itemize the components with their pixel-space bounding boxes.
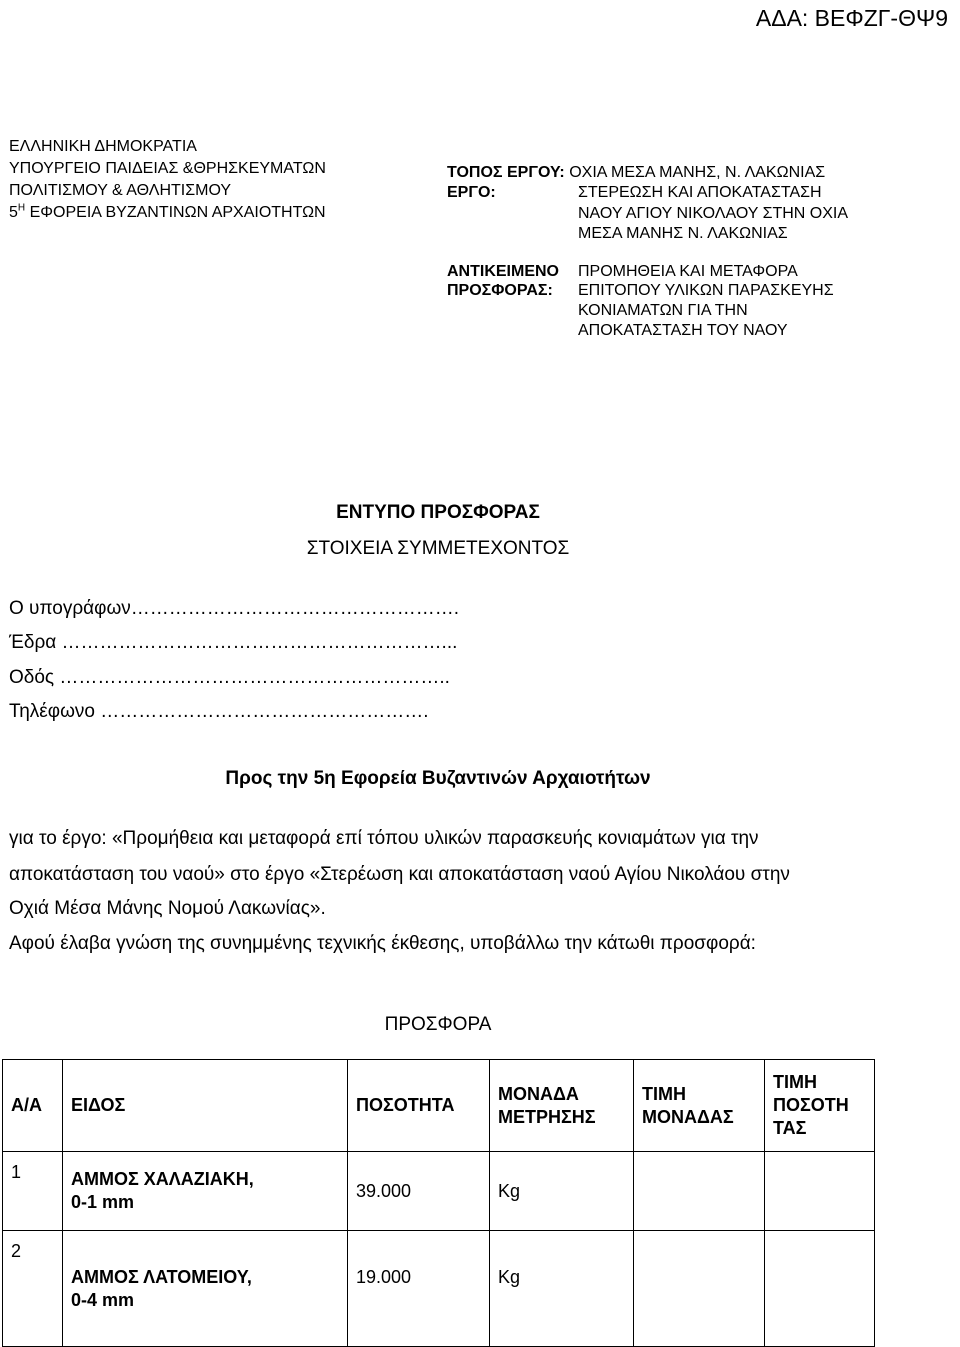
- issuer-line: ΠΟΛΙΤΙΣΜΟΥ & ΑΘΛΗΤΙΣΜΟΥ: [9, 182, 232, 199]
- ephorate-name: ΕΦΟΡΕΙΑ ΒΥΖΑΝΤΙΝΩΝ ΑΡΧΑΙΟΤΗΤΩΝ: [25, 204, 326, 221]
- issuer-line: ΕΛΛΗΝΙΚΗ ΔΗΜΟΚΡΑΤΙΑ: [9, 138, 197, 155]
- row-aa: 2: [3, 1231, 63, 1347]
- ada-code: ΑΔΑ: ΒΕΦΖΓ-ΘΨ9: [755, 5, 948, 31]
- row-unit: Kg: [490, 1152, 634, 1231]
- signer-field[interactable]: Ο υπογράφων…………………………………………….: [9, 598, 460, 619]
- body-paragraph-line: για το έργο: «Προμήθεια και μεταφορά επί τόπου υλικών παρασκευής κονιαμάτων για την: [9, 828, 759, 849]
- row-total[interactable]: [765, 1152, 875, 1231]
- ephorate-number: 5: [9, 204, 18, 221]
- phone-field[interactable]: Τηλέφωνο …………………………………………….: [9, 701, 429, 722]
- project-work-line: ΝΑΟΥ ΑΓΙΟΥ ΝΙΚΟΛΑΟΥ ΣΤΗΝ ΟΧΙΑ: [578, 205, 849, 222]
- object-line: ΠΡΟΜΗΘΕΙΑ ΚΑΙ ΜΕΤΑΦΟΡΑ: [578, 263, 798, 280]
- project-work-line: ΜΕΣΑ ΜΑΝΗΣ Ν. ΛΑΚΩΝΙΑΣ: [578, 225, 788, 242]
- body-paragraph-line: Οχιά Μέσα Μάνης Νομού Λακωνίας».: [9, 898, 326, 919]
- body-paragraph-line: αποκατάσταση του ναού» στο έργο «Στερέωση και αποκατάσταση ναού Αγίου Νικολάου στην: [9, 864, 790, 885]
- issuer-line: [9, 202, 326, 224]
- project-work-label: ΕΡΓΟ:: [447, 184, 496, 201]
- ordinal-suffix: Η: [17, 202, 26, 214]
- project-location: [447, 163, 825, 183]
- object-label: ΑΝΤΙΚΕΙΜΕΝΟ: [447, 263, 559, 280]
- row-quantity: 19.000: [348, 1231, 490, 1347]
- row-total[interactable]: [765, 1231, 875, 1347]
- header-quantity: ΠΟΣΟΤΗΤΑ: [348, 1060, 490, 1152]
- project-work-line: ΣΤΕΡΕΩΣΗ ΚΑΙ ΑΠΟΚΑΤΑΣΤΑΣΗ: [578, 184, 822, 201]
- issuer-block: [9, 136, 326, 224]
- object-line: ΚΟΝΙΑΜΑΤΩΝ ΓΙΑ ΤΗΝ: [578, 302, 748, 319]
- street-field[interactable]: Οδός ……………………………………………………..: [9, 667, 450, 688]
- row-unit: Kg: [490, 1231, 634, 1347]
- row-unit-price[interactable]: [634, 1152, 765, 1231]
- header-unit-price: ΤΙΜΗ ΜΟΝΑΔΑΣ: [634, 1060, 765, 1152]
- form-title: ΕΝΤΥΠΟ ΠΡΟΣΦΟΡΑΣ: [336, 502, 540, 523]
- project-location-label: ΤΟΠΟΣ ΕΡΓΟΥ:: [447, 164, 565, 181]
- object-line: ΑΠΟΚΑΤΑΣΤΑΣΗ ΤΟΥ ΝΑΟΥ: [578, 322, 788, 339]
- object-line: ΕΠΙΤΟΠΟΥ ΥΛΙΚΩΝ ΠΑΡΑΣΚΕΥΗΣ: [578, 282, 834, 299]
- header-item: ΕΙΔΟΣ: [63, 1060, 348, 1152]
- header-total: ΤΙΜΗ ΠΟΣΟΤΗ ΤΑΣ: [765, 1060, 875, 1152]
- form-subtitle: ΣΤΟΙΧΕΙΑ ΣΥΜΜΕΤΕΧΟΝΤΟΣ: [306, 538, 570, 559]
- header-aa: Α/Α: [3, 1060, 63, 1152]
- header-unit: ΜΟΝΑΔΑ ΜΕΤΡΗΣΗΣ: [490, 1060, 634, 1152]
- seat-field[interactable]: Έδρα ……………………………………………………...: [9, 632, 458, 653]
- table-row: [3, 1231, 875, 1347]
- table-row: [3, 1152, 875, 1231]
- object-label: ΠΡΟΣΦΟΡΑΣ:: [447, 282, 553, 299]
- row-item: ΑΜΜΟΣ ΛΑΤΟΜΕΙΟΥ, 0-4 mm: [63, 1231, 348, 1347]
- project-location-value: ΟΧΙΑ ΜΕΣΑ ΜΑΝΗΣ, Ν. ΛΑΚΩΝΙΑΣ: [564, 164, 826, 181]
- body-paragraph-line: Αφού έλαβα γνώση της συνημμένης τεχνικής έκθεσης, υποβάλλω την κάτωθι προσφορά:: [9, 933, 756, 954]
- row-item: ΑΜΜΟΣ ΧΑΛΑΖΙΑΚΗ, 0-1 mm: [63, 1152, 348, 1231]
- row-unit-price[interactable]: [634, 1231, 765, 1347]
- table-header-row: [3, 1060, 875, 1152]
- offer-title: ΠΡΟΣΦΟΡΑ: [384, 1014, 492, 1035]
- offer-table: [2, 1059, 875, 1347]
- row-quantity: 39.000: [348, 1152, 490, 1231]
- row-aa: 1: [3, 1152, 63, 1231]
- issuer-line: ΥΠΟΥΡΓΕΙΟ ΠΑΙΔΕΙΑΣ &ΘΡΗΣΚΕΥΜΑΤΩΝ: [9, 160, 326, 177]
- addressee: Προς την 5η Εφορεία Βυζαντινών Αρχαιοτήτων: [225, 768, 651, 789]
